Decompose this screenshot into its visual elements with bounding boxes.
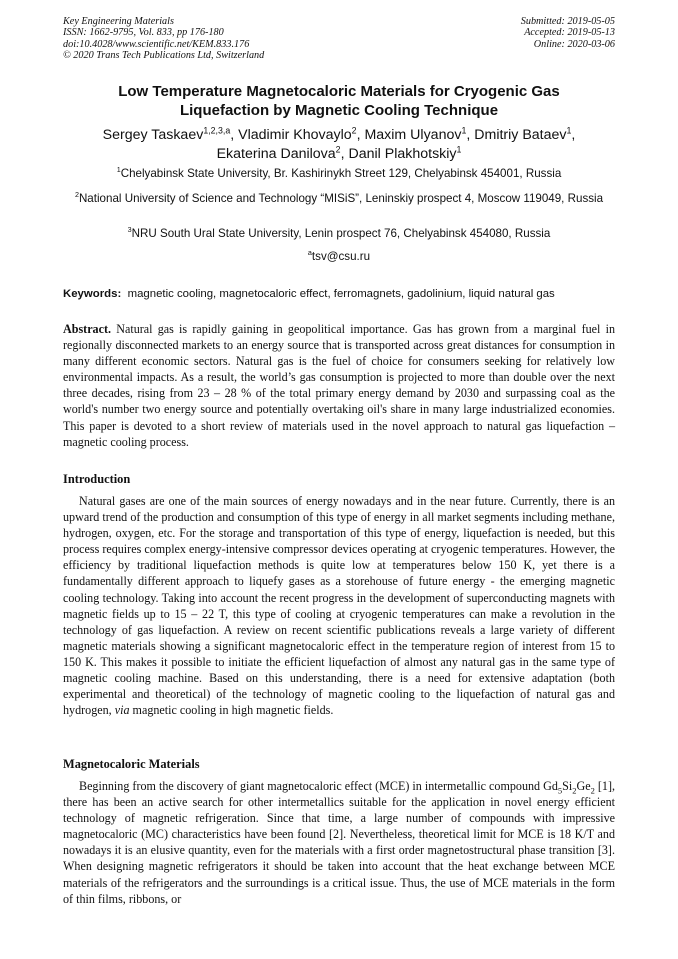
author-affiliation-mark: 2 (351, 125, 357, 136)
formula-element: Si (562, 779, 573, 793)
publication-dates (521, 16, 615, 50)
formula-element: Ge (576, 779, 591, 793)
corresponding-email (63, 249, 615, 265)
author-name: Danil Plakhotskiy (348, 146, 457, 162)
keywords-text: magnetic cooling, magnetocaloric effect, ferromagnets, gadolinium, liquid natural gas (127, 288, 555, 300)
affiliation-mark: 3 (127, 225, 132, 235)
paper-title (63, 82, 615, 120)
author-separator: , (340, 146, 349, 162)
author-affiliation-mark: 1 (566, 125, 572, 136)
affiliation-text: National University of Science and Technology “MISiS”, Leninskiy prospect 4, Moscow 119049, Russia (78, 192, 604, 205)
email-mark: a (307, 248, 312, 258)
accepted-date: Accepted: 2019-05-13 (524, 27, 615, 39)
affiliation-text: Chelyabinsk State University, Br. Kashirinykh Street 129, Chelyabinsk 454001, Russia (120, 167, 562, 180)
title-line-2: Liquefaction by Magnetic Cooling Technique (179, 102, 499, 119)
introduction-heading: Introduction (63, 472, 131, 486)
author-affiliation-mark: 1 (461, 125, 467, 136)
author-name: Sergey Taskaev (102, 127, 204, 143)
affiliation-3 (63, 226, 615, 242)
mce-text-rest: [1], there has been an active search for other intermetallics suitable for the application in novel energy efficient technology of magnetic refrigeration. Since that time, a large number of compounds with impressive magnetocaloric (MC) characteristics have been found [2]. Nevertheless, theoretical limit for MCE is 18 K/T and nowadays it is an elusive quantity, even for the materials with a first order magnetostructural phase transition [3]. When designing magnetic refrigerators it should be taken into account that the heat exchange between MCE materials of the refrigerators and the surroundings is a critical issue. Thus, the use of MCE materials in the form of thin films, ribbons, or (63, 779, 615, 906)
author-separator: , (230, 127, 239, 143)
submitted-date: Submitted: 2019-05-05 (520, 16, 615, 27)
author-name: Ekaterina Danilova (216, 146, 336, 162)
abstract (63, 321, 615, 450)
online-date: Online: 2020-03-06 (533, 38, 615, 50)
journal-issn: ISSN: 1662-9795, Vol. 833, pp 176-180 (63, 27, 224, 39)
mce-heading: Magnetocaloric Materials (63, 757, 200, 771)
abstract-text: Natural gas is rapidly gaining in geopolitical importance. Gas has grown from a marginal fuel in regionally disconnected markets to an energy source that is transported across great distances for consumption in many different economic sectors. Natural gas is the fuel of choice for consumers seeking for relatively low environmental impacts. As a result, the world’s gas consumption is projected to more than double over the next three decades, rising from 23 – 28 % of the total primary energy demand by 2030 and surpassing coal as the world's number two energy source and potentially overtaking oil's share in many large industrialized economies. This paper is devoted to a short review of materials used in the novel approach to natural gas liquefaction – magnetic cooling process. (63, 322, 615, 449)
journal-copyright: © 2020 Trans Tech Publications Ltd, Switzerland (63, 50, 265, 62)
author-line-1 (63, 126, 615, 145)
author-line-2 (63, 145, 615, 164)
formula-subscript: 2 (572, 785, 577, 796)
formula-subscript: 5 (557, 785, 563, 796)
journal-name: Key Engineering Materials (63, 16, 174, 27)
affiliation-1 (63, 166, 615, 182)
chemical-formula (543, 779, 595, 796)
formula-element: Gd (543, 779, 558, 793)
mce-text-start: Beginning from the discovery of giant magnetocaloric effect (MCE) in intermetallic compound (79, 779, 544, 793)
keywords-label: Keywords: (63, 288, 122, 300)
journal-header (63, 16, 264, 62)
author-separator: , (466, 127, 475, 143)
author-affiliation-mark: 2 (335, 144, 341, 155)
author-list (63, 126, 615, 164)
introduction-text: Natural gases are one of the main sources of energy nowadays and in the near future. Currently, there is an upward trend of the production and consumption of this type of energy in all market segments including methane, hydrogen, oxygen, etc. For the storage and transportation of this type of energy, liquefaction is needed, but this process requires complex energy-intensive compressor devices operating at cryogenic temperatures. However, the efficiency by traditional liquefaction methods is quite low at temperatures below 150 K, yet there is a fundamentally different approach to liquefy gases as a storehouse of future energy - the emerging magnetic cooling technology. Taking into account the recent progress in the development of superconducting magnets with magnetic fields up to 15 – 22 T, this type of cooling at cryogenic temperatures can make a revolution in the technology of gas liquefaction. A review on recent scientific publications reveals a large variety of different magnetic materials showing a significant magnetocaloric effect in the temperature region of interest from 15 to 150 K. This makes it possible to initiate the efficient liquefaction of almost any natural gas in the same type of magnetic cooling machine. Based on this understanding, there is a need for extensive adaptation (both experimental and theoretical) of the technology of magnetic cooling to the liquefaction of natural gas and hydrogen, (63, 494, 615, 718)
title-line-1: Low Temperature Magnetocaloric Materials for Cryogenic Gas (118, 83, 560, 100)
keywords (63, 286, 623, 302)
affiliation-2 (63, 191, 615, 207)
author-name: Maxim Ulyanov (364, 127, 462, 143)
author-separator: , (571, 127, 576, 143)
journal-doi[interactable]: doi:10.4028/www.scientific.net/KEM.833.176 (63, 38, 250, 50)
introduction-paragraph (63, 493, 615, 718)
mce-paragraph (63, 778, 615, 907)
author-affiliation-mark: 1,2,3,a (203, 125, 231, 136)
author-separator: , (356, 127, 365, 143)
introduction-text-end: magnetic cooling in high magnetic fields. (129, 703, 334, 718)
introduction-via: via (114, 703, 130, 718)
abstract-label: Abstract. (63, 322, 112, 336)
affiliation-mark: 1 (116, 165, 121, 175)
affiliation-mark: 2 (74, 190, 79, 200)
author-affiliation-mark: 1 (456, 144, 462, 155)
affiliation-text: NRU South Ural State University, Lenin prospect 76, Chelyabinsk 454080, Russia (131, 227, 551, 240)
formula-subscript: 2 (590, 785, 595, 796)
email-link[interactable]: tsv@csu.ru (311, 250, 371, 263)
author-name: Vladimir Khovaylo (238, 127, 352, 143)
author-name: Dmitriy Bataev (474, 127, 567, 143)
